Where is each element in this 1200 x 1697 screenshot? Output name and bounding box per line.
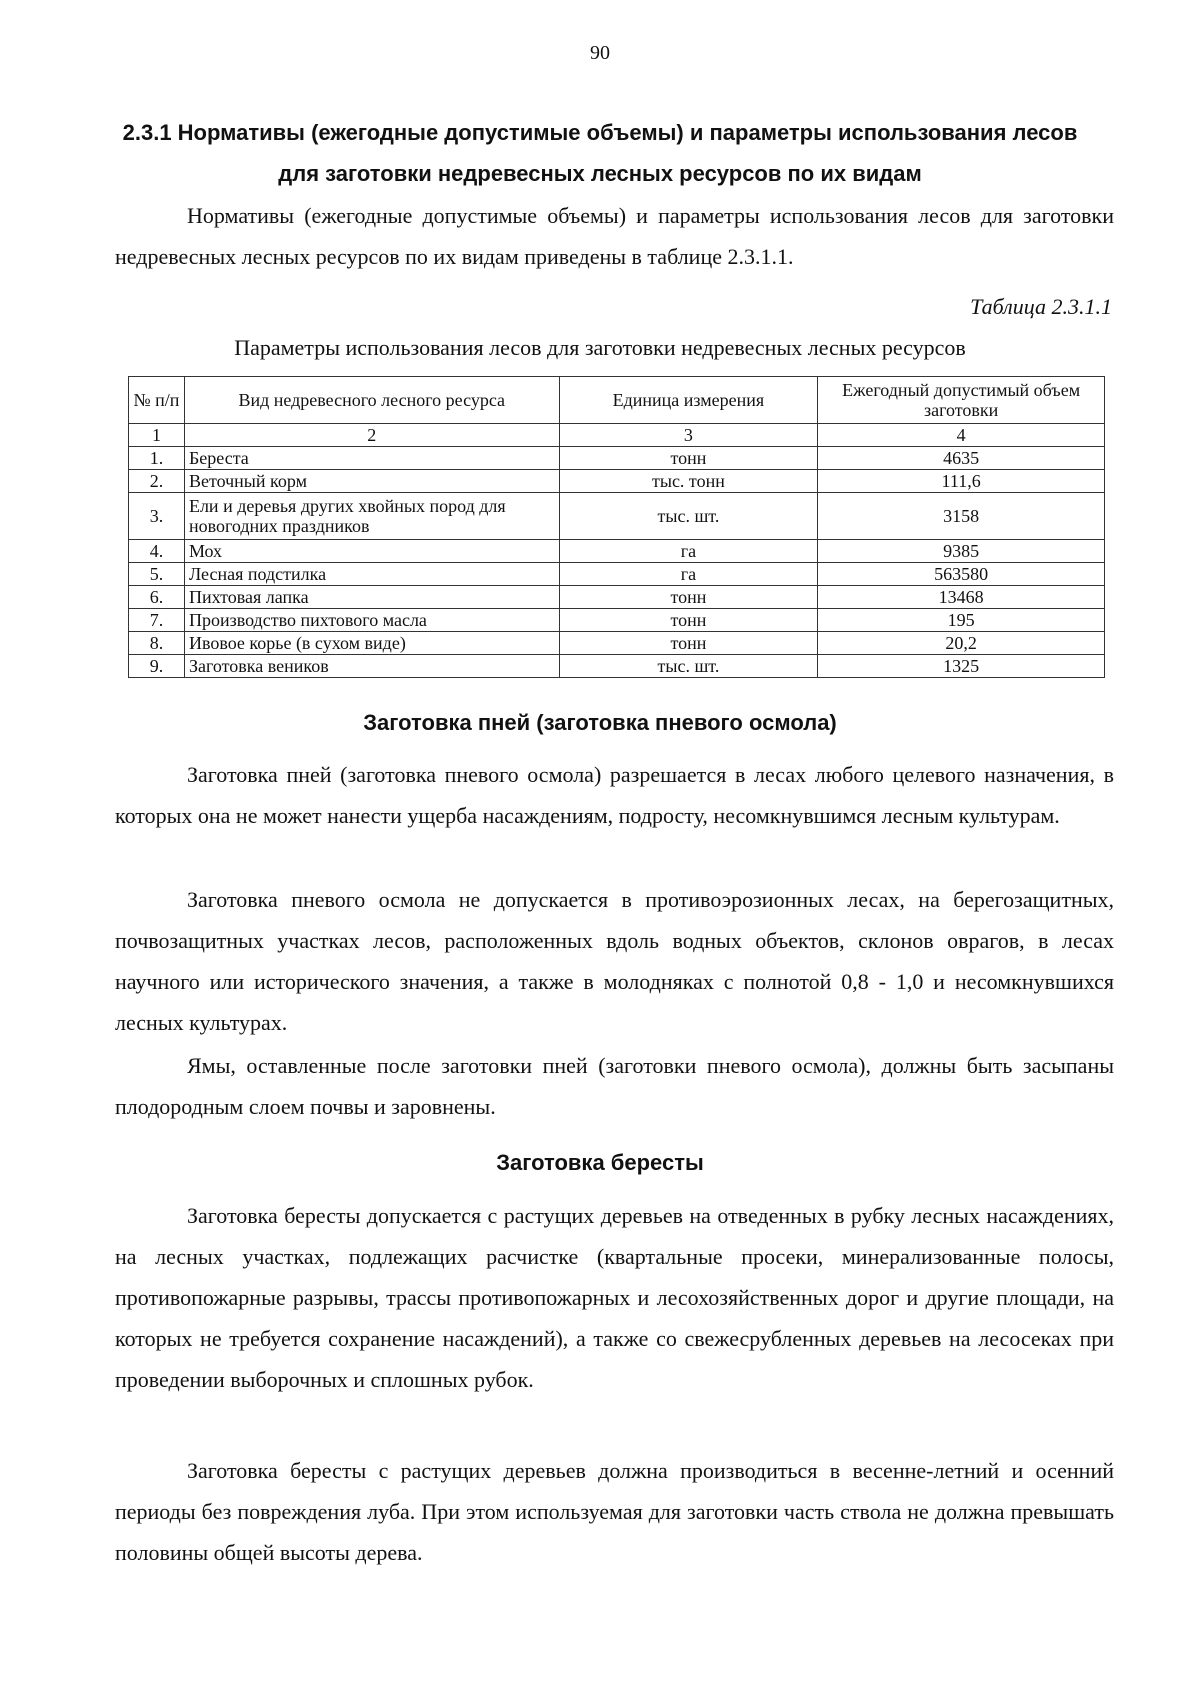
table-row [129,447,1105,470]
row-volume: 111,6 [818,470,1105,493]
row-volume: 195 [818,609,1105,632]
stumps-paragraph-2: Заготовка пневого осмола не допускается в противоэрозионных лесах, на берегозащитных, почвозащитных участках лесов, расположенных вдоль водных объектов, склонов оврагов, в лесах научного или исторического значения, а также в молодняках с полнотой 0,8 - 1,0 и несомкнувшихся лесных культурах. [115,887,1114,1035]
stumps-paragraph-3: Ямы, оставленные после заготовки пней (заготовки пневого осмола), должны быть засыпаны плодородным слоем почвы и заровнены. [115,1053,1114,1119]
resources-table [128,376,1105,678]
row-volume: 9385 [818,540,1105,563]
birch-bark-heading: Заготовка бересты [496,1150,704,1175]
table-row [129,655,1105,678]
row-number: 9. [129,655,185,678]
row-resource: Веточный корм [184,470,559,493]
row-number: 5. [129,563,185,586]
row-unit: тонн [559,632,818,655]
table-row [129,540,1105,563]
row-resource: Производство пихтового масла [184,609,559,632]
column-number: 3 [559,424,818,447]
intro-paragraph: Нормативы (ежегодные допустимые объемы) и параметры использования лесов для заготовки недревесных лесных ресурсов по их видам приведены в таблице 2.3.1.1. [115,203,1114,269]
row-number: 6. [129,586,185,609]
row-number: 2. [129,470,185,493]
row-volume: 13468 [818,586,1105,609]
stumps-heading: Заготовка пней (заготовка пневого осмола) [363,710,837,735]
row-volume: 4635 [818,447,1105,470]
row-unit: тыс. шт. [559,655,818,678]
table-row [129,609,1105,632]
row-resource: Береста [184,447,559,470]
row-resource: Мох [184,540,559,563]
table-row [129,563,1105,586]
row-number: 7. [129,609,185,632]
table-title: Параметры использования лесов для заготовки недревесных лесных ресурсов [234,335,966,360]
table-header-row [129,377,1105,424]
row-volume: 1325 [818,655,1105,678]
header-cell-number: № п/п [129,377,185,424]
row-number: 4. [129,540,185,563]
birch-bark-paragraph-2: Заготовка бересты с растущих деревьев должна производиться в весенне-летний и осенний периоды без повреждения луба. При этом используемая для заготовки часть ствола не должна превышать половины общей высоты дерева. [115,1458,1114,1565]
table-label: Таблица 2.3.1.1 [970,294,1112,319]
header-cell-unit: Единица измерения [559,377,818,424]
table-row [129,586,1105,609]
birch-bark-paragraph-1: Заготовка бересты допускается с растущих деревьев на отведенных в рубку лесных насаждениях, на лесных участках, подлежащих расчистке (квартальные просеки, минерализованные полосы, противопожарные разрывы, трассы противопожарных и лесохозяйственных дорог и другие площади, на которых не требуется сохранение насаждений), а также со свежесрубленных деревьев на лесосеках при проведении выборочных и сплошных рубок. [115,1203,1114,1392]
row-unit: тонн [559,609,818,632]
section-heading: 2.3.1 Нормативы (ежегодные допустимые объемы) и параметры использования лесов для заготовки недревесных лесных ресурсов по их видам [122,120,1078,186]
row-unit: га [559,540,818,563]
row-unit: тонн [559,447,818,470]
row-volume: 3158 [818,493,1105,540]
row-number: 8. [129,632,185,655]
row-resource: Лесная подстилка [184,563,559,586]
header-cell-resource: Вид недревесного лесного ресурса [184,377,559,424]
table-row [129,493,1105,540]
row-number: 1. [129,447,185,470]
row-unit: тыс. шт. [559,493,818,540]
stumps-paragraph-1: Заготовка пней (заготовка пневого осмола) разрешается в лесах любого целевого назначения, в которых она не может нанести ущерба насаждениям, подросту, несомкнувшимся лесным культурам. [115,762,1114,828]
table-row [129,470,1105,493]
row-resource: Заготовка веников [184,655,559,678]
header-cell-volume: Ежегодный допустимый объем заготовки [818,377,1105,424]
row-resource: Пихтовая лапка [184,586,559,609]
row-resource: Ели и деревья других хвойных пород для новогодних праздников [184,493,559,540]
row-volume: 20,2 [818,632,1105,655]
row-resource: Ивовое корье (в сухом виде) [184,632,559,655]
row-number: 3. [129,493,185,540]
row-volume: 563580 [818,563,1105,586]
table-row [129,632,1105,655]
row-unit: га [559,563,818,586]
column-number-row [129,424,1105,447]
row-unit: тонн [559,586,818,609]
page-number: 90 [590,42,610,64]
row-unit: тыс. тонн [559,470,818,493]
column-number: 4 [818,424,1105,447]
column-number: 2 [184,424,559,447]
column-number: 1 [129,424,185,447]
